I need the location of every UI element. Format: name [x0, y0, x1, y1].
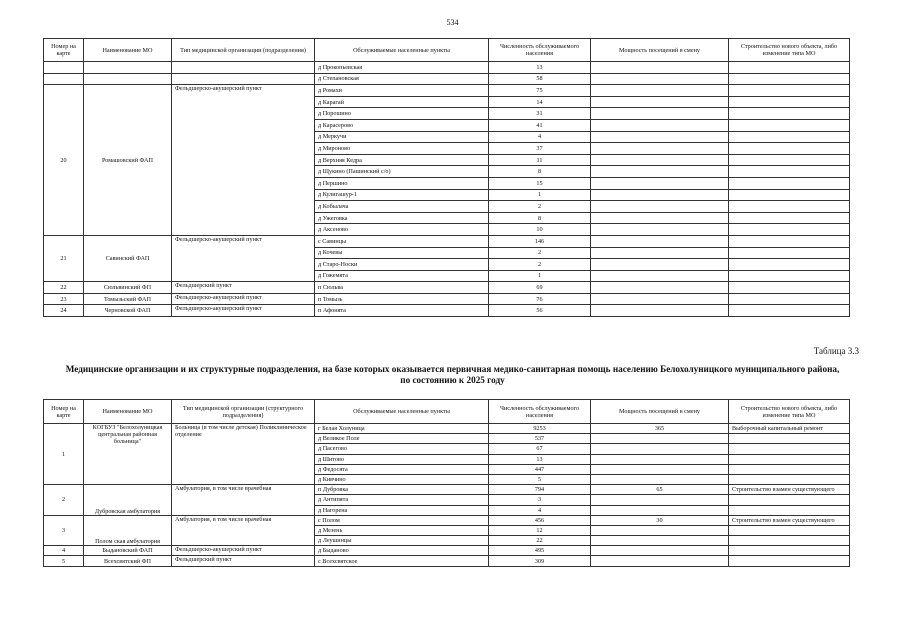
mo-name-cell [84, 73, 172, 85]
visits-capacity-cell [591, 119, 729, 131]
map-number-cell: 2 [44, 485, 84, 516]
visits-capacity-cell: 30 [591, 515, 729, 525]
visits-capacity-cell [591, 212, 729, 224]
table-row [44, 85, 850, 97]
visits-capacity-cell [591, 495, 729, 505]
construction-cell [729, 85, 850, 97]
population-cell: 2 [489, 201, 591, 213]
mo-type-cell: Больница (в том числе детская) Поликлиническое отделение [172, 424, 315, 485]
visits-capacity-cell [591, 464, 729, 474]
visits-capacity-cell [591, 235, 729, 247]
construction-cell [729, 444, 850, 454]
population-cell: 495 [489, 546, 591, 556]
population-cell: 4 [489, 505, 591, 515]
construction-cell [729, 224, 850, 236]
settlement-cell: д Першино [315, 177, 489, 189]
map-number-cell: 21 [44, 235, 84, 281]
population-cell: 1 [489, 189, 591, 201]
settlement-cell: д Быданово [315, 546, 489, 556]
settlement-cell: г Белая Холуница [315, 424, 489, 434]
mo-name-cell: Савинский ФАП [84, 235, 172, 281]
settlement-cell: д Карагай [315, 96, 489, 108]
construction-cell [729, 235, 850, 247]
visits-capacity-cell [591, 131, 729, 143]
population-cell: 8 [489, 166, 591, 178]
settlement-cell: п Томызь [315, 293, 489, 305]
construction-cell [729, 96, 850, 108]
header-cell: Тип медицинской организации (подразделения) [172, 39, 315, 62]
population-cell: 56 [489, 305, 591, 317]
header-cell: Обслуживаемые населенные пункты [315, 400, 489, 424]
table-row [44, 485, 850, 495]
settlements-table-continued [43, 38, 850, 317]
construction-cell: Выборочный капитальный ремонт [729, 424, 850, 434]
construction-cell [729, 166, 850, 178]
mo-type-cell: Фельдшерско-акушерский пункт [172, 546, 315, 556]
settlement-cell: с Савинцы [315, 235, 489, 247]
map-number-cell: 24 [44, 305, 84, 317]
visits-capacity-cell: 65 [591, 485, 729, 495]
settlement-cell: с Всехсвятское [315, 556, 489, 566]
population-cell: 41 [489, 119, 591, 131]
construction-cell [729, 434, 850, 444]
settlement-cell: д Кобылача [315, 201, 489, 213]
construction-cell: Строительство взамен существующего [729, 515, 850, 525]
population-cell: 3 [489, 495, 591, 505]
map-number-cell: 3 [44, 515, 84, 546]
mo-type-cell: Фельдшерско-акушерский пункт [172, 235, 315, 281]
construction-cell [729, 282, 850, 294]
settlement-cell: д Степановская [315, 73, 489, 85]
table-row [44, 62, 850, 74]
mo-type-cell: Амбулатория, в том числе врачебная [172, 515, 315, 546]
construction-cell [729, 305, 850, 317]
table-row [44, 235, 850, 247]
settlement-cell: д Меркучи [315, 131, 489, 143]
construction-cell [729, 212, 850, 224]
construction-cell [729, 154, 850, 166]
visits-capacity-cell [591, 282, 729, 294]
population-cell: 76 [489, 293, 591, 305]
construction-cell [729, 247, 850, 259]
map-number-cell [44, 73, 84, 85]
header-cell: Мощность посещений в смену [591, 400, 729, 424]
mo-type-cell: Фельдшерско-акушерский пункт [172, 305, 315, 317]
construction-cell [729, 73, 850, 85]
settlement-cell: д Верхняя Кедра [315, 154, 489, 166]
header-cell: Наименование МО [84, 39, 172, 62]
population-cell: 1 [489, 270, 591, 282]
map-number-cell: 1 [44, 424, 84, 485]
construction-cell [729, 464, 850, 474]
visits-capacity-cell: 365 [591, 424, 729, 434]
population-cell: 14 [489, 96, 591, 108]
table-header-row [44, 400, 850, 424]
population-cell: 9253 [489, 424, 591, 434]
population-cell: 37 [489, 143, 591, 155]
header-cell: Мощность посещений в смену [591, 39, 729, 62]
header-cell: Тип медицинской организации (структурного подразделения) [172, 400, 315, 424]
settlement-cell: д Пасегово [315, 444, 489, 454]
mo-name-cell [84, 62, 172, 74]
construction-cell [729, 119, 850, 131]
settlement-cell: д Мироново [315, 143, 489, 155]
settlement-cell: д Великое Поле [315, 434, 489, 444]
construction-cell [729, 525, 850, 535]
header-cell: Наименование МО [84, 400, 172, 424]
population-cell: 5 [489, 474, 591, 484]
construction-cell [729, 495, 850, 505]
visits-capacity-cell [591, 434, 729, 444]
construction-cell [729, 536, 850, 546]
visits-capacity-cell [591, 62, 729, 74]
settlement-cell: д Кочевы [315, 247, 489, 259]
mo-name-cell: КОГБУЗ "Белохолуницкая центральная районная больница" [84, 424, 172, 485]
population-cell: 8 [489, 212, 591, 224]
population-cell: 2 [489, 259, 591, 271]
population-cell: 447 [489, 464, 591, 474]
settlement-cell: д Прокопьевская [315, 62, 489, 74]
visits-capacity-cell [591, 525, 729, 535]
construction-cell [729, 201, 850, 213]
table-row [44, 282, 850, 294]
settlement-cell: д Аксеново [315, 224, 489, 236]
map-number-cell: 4 [44, 546, 84, 556]
population-cell: 75 [489, 85, 591, 97]
map-number-cell: 20 [44, 85, 84, 236]
settlement-cell: д Порошино [315, 108, 489, 120]
table-row [44, 293, 850, 305]
population-cell: 537 [489, 434, 591, 444]
visits-capacity-cell [591, 259, 729, 271]
population-cell: 4 [489, 131, 591, 143]
visits-capacity-cell [591, 189, 729, 201]
map-number-cell: 23 [44, 293, 84, 305]
population-cell: 69 [489, 282, 591, 294]
visits-capacity-cell [591, 474, 729, 484]
construction-cell [729, 259, 850, 271]
header-cell: Строительство нового объекта, либо изменение типа МО [729, 400, 850, 424]
table-label: Таблица 3.3 [813, 346, 859, 356]
construction-cell [729, 177, 850, 189]
settlement-cell: д Мезень [315, 525, 489, 535]
visits-capacity-cell [591, 85, 729, 97]
settlement-cell: п Афонята [315, 305, 489, 317]
settlement-cell: д Нагорена [315, 505, 489, 515]
construction-cell [729, 270, 850, 282]
visits-capacity-cell [591, 536, 729, 546]
mo-type-cell: Фельдшерский пункт [172, 556, 315, 566]
medical-organizations-table [43, 399, 850, 567]
map-number-cell: 5 [44, 556, 84, 566]
header-cell: Номер на карте [44, 400, 84, 424]
visits-capacity-cell [591, 556, 729, 566]
construction-cell [729, 143, 850, 155]
population-cell: 456 [489, 515, 591, 525]
table-row [44, 305, 850, 317]
mo-name-cell: Черновской ФАП [84, 305, 172, 317]
settlement-cell: д Ромахи [315, 85, 489, 97]
mo-name-cell: Ромашовский ФАП [84, 85, 172, 236]
map-number-cell [44, 62, 84, 74]
construction-cell [729, 474, 850, 484]
mo-type-cell [172, 62, 315, 74]
table-row [44, 515, 850, 525]
mo-name-cell: Томызьский ФАП [84, 293, 172, 305]
visits-capacity-cell [591, 108, 729, 120]
visits-capacity-cell [591, 454, 729, 464]
table-row [44, 556, 850, 566]
mo-name-cell: Сюльвинский ФП [84, 282, 172, 294]
table-row [44, 73, 850, 85]
settlement-cell: д Леушинцы [315, 536, 489, 546]
population-cell: 794 [489, 485, 591, 495]
population-cell: 10 [489, 224, 591, 236]
settlement-cell: д Федосята [315, 464, 489, 474]
construction-cell [729, 505, 850, 515]
population-cell: 12 [489, 525, 591, 535]
construction-cell [729, 131, 850, 143]
construction-cell [729, 556, 850, 566]
visits-capacity-cell [591, 224, 729, 236]
settlement-cell: п Сюльва [315, 282, 489, 294]
mo-type-cell: Фельдшерско-акушерский пункт [172, 293, 315, 305]
mo-name-cell: Быдановский ФАП [84, 546, 172, 556]
mo-name-cell: Всехсвятский ФП [84, 556, 172, 566]
visits-capacity-cell [591, 177, 729, 189]
visits-capacity-cell [591, 505, 729, 515]
visits-capacity-cell [591, 293, 729, 305]
construction-cell [729, 189, 850, 201]
table-row [44, 546, 850, 556]
visits-capacity-cell [591, 154, 729, 166]
construction-cell [729, 62, 850, 74]
population-cell: 31 [489, 108, 591, 120]
map-number-cell: 22 [44, 282, 84, 294]
construction-cell [729, 293, 850, 305]
header-cell: Обслуживаемые населенные пункты [315, 39, 489, 62]
population-cell: 22 [489, 536, 591, 546]
mo-name-cell: Дубровская амбулатория [84, 485, 172, 516]
visits-capacity-cell [591, 270, 729, 282]
mo-type-cell: Фельдшерско-акушерский пункт [172, 85, 315, 236]
visits-capacity-cell [591, 201, 729, 213]
table-row [44, 424, 850, 434]
population-cell: 67 [489, 444, 591, 454]
settlement-cell: д Шитово [315, 454, 489, 464]
header-cell: Численность обслуживаемого населения [489, 39, 591, 62]
construction-cell [729, 108, 850, 120]
visits-capacity-cell [591, 96, 729, 108]
construction-cell: Строительство взамен существующего [729, 485, 850, 495]
population-cell: 13 [489, 454, 591, 464]
population-cell: 309 [489, 556, 591, 566]
visits-capacity-cell [591, 444, 729, 454]
header-cell: Номер на карте [44, 39, 84, 62]
settlement-cell: д Щукино (Пашинский с/о) [315, 166, 489, 178]
mo-name-cell: Полом ская амбулатория [84, 515, 172, 546]
header-cell: Численность обслуживаемого населения [489, 400, 591, 424]
settlement-cell: д Антипята [315, 495, 489, 505]
settlement-cell: д Кивчино [315, 474, 489, 484]
settlement-cell: д Гожемята [315, 270, 489, 282]
page-number: 534 [446, 18, 459, 27]
population-cell: 146 [489, 235, 591, 247]
settlement-cell: д Карасерово [315, 119, 489, 131]
visits-capacity-cell [591, 73, 729, 85]
table-header-row [44, 39, 850, 62]
population-cell: 2 [489, 247, 591, 259]
visits-capacity-cell [591, 247, 729, 259]
mo-type-cell: Амбулатория, в том числе врачебная [172, 485, 315, 516]
header-cell: Строительство нового объекта, либо изменение типа МО [729, 39, 850, 62]
population-cell: 11 [489, 154, 591, 166]
mo-type-cell: Фельдшерский пункт [172, 282, 315, 294]
construction-cell [729, 546, 850, 556]
settlement-cell: п Дубровка [315, 485, 489, 495]
settlement-cell: д Кулигашур-1 [315, 189, 489, 201]
population-cell: 13 [489, 62, 591, 74]
visits-capacity-cell [591, 546, 729, 556]
visits-capacity-cell [591, 143, 729, 155]
mo-type-cell [172, 73, 315, 85]
settlement-cell: с Полом [315, 515, 489, 525]
population-cell: 58 [489, 73, 591, 85]
visits-capacity-cell [591, 166, 729, 178]
visits-capacity-cell [591, 305, 729, 317]
settlement-cell: д Ужеговка [315, 212, 489, 224]
table-title: Медицинские организации и их структурные подразделения, на базе которых оказывается первичная медико-санитарная помощь населению Белохолуницкого муниципального района, по состоянию к 2025 году [65, 364, 840, 385]
population-cell: 15 [489, 177, 591, 189]
construction-cell [729, 454, 850, 464]
settlement-cell: д Старо-Носки [315, 259, 489, 271]
